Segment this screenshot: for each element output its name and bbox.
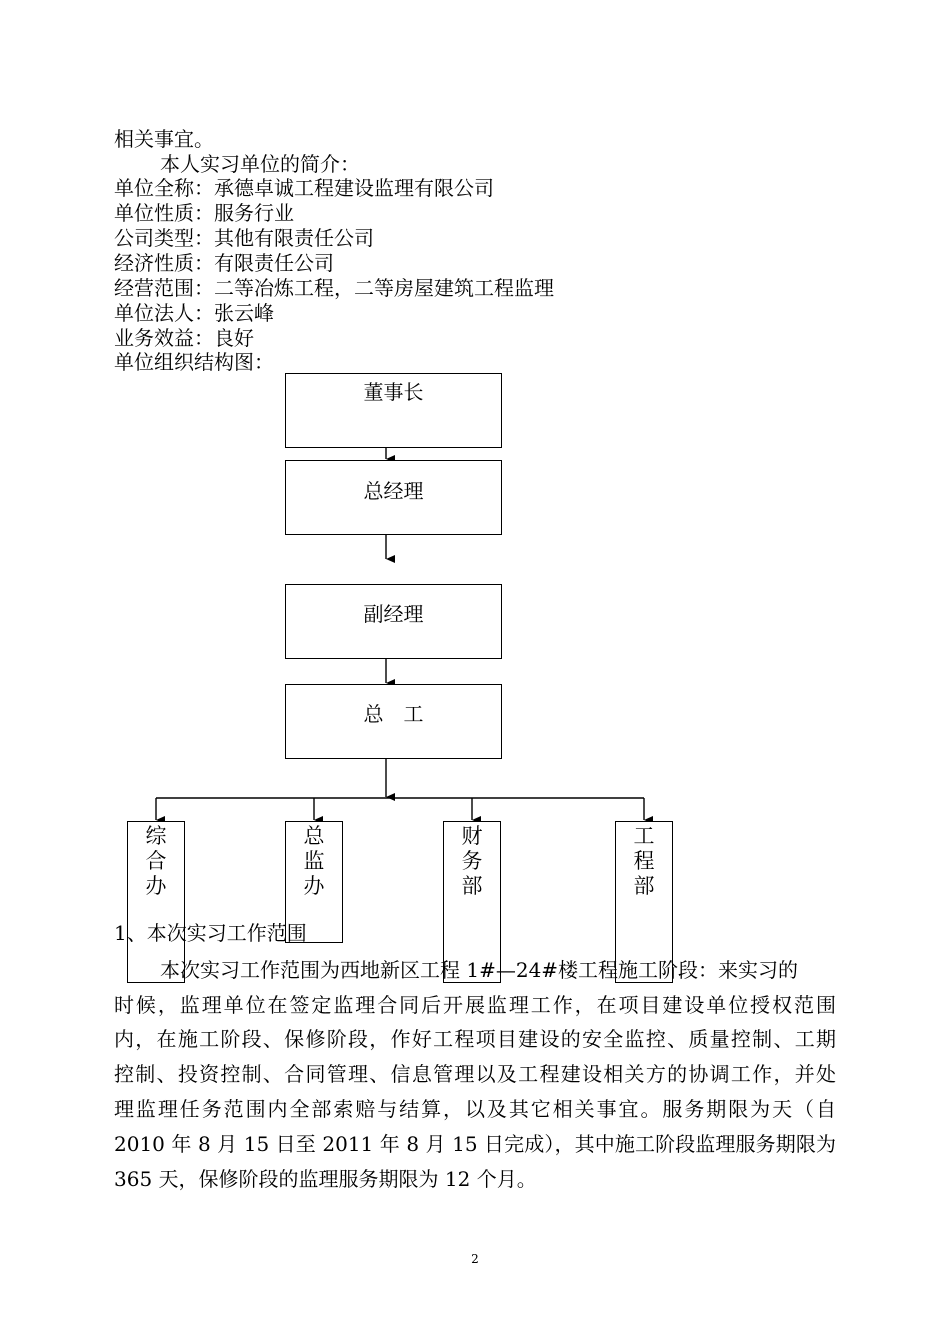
page-number: 2 xyxy=(471,1252,479,1266)
intro-line: 单位法人：张云峰 xyxy=(114,301,274,325)
org-box-general-manager xyxy=(285,460,502,535)
dept-char: 部 xyxy=(461,874,483,898)
intro-line: 本人实习单位的简介： xyxy=(160,152,360,176)
dept-char: 监 xyxy=(303,849,325,873)
intro-line: 单位性质：服务行业 xyxy=(114,201,294,225)
dept-char: 部 xyxy=(633,874,655,898)
dept-char: 工 xyxy=(633,824,655,848)
org-label-general-manager: 总经理 xyxy=(363,479,424,503)
intro-line: 业务效益：良好 xyxy=(114,326,254,350)
paragraph-line: 本次实习工作范围为西地新区工程 1#—24#楼工程施工阶段：来实习的 xyxy=(160,958,799,982)
dept-char: 财 xyxy=(461,824,483,848)
dept-char: 程 xyxy=(633,849,655,873)
paragraph-line: 365 天，保修阶段的监理服务期限为 12 个月。 xyxy=(114,1167,537,1191)
org-label-chief-engineer: 总 工 xyxy=(363,702,424,726)
paragraph-line: 控制、投资控制、合同管理、信息管理以及工程建设相关方的协调工作，并处 xyxy=(114,1062,836,1086)
intro-line: 相关事宜。 xyxy=(114,127,214,151)
dept-char: 办 xyxy=(145,874,167,898)
dept-char: 办 xyxy=(303,874,325,898)
paragraph-line: 理监理任务范围内全部索赔与结算，以及其它相关事宜。服务期限为天（自 xyxy=(114,1097,836,1121)
paragraph-line: 内，在施工阶段、保修阶段，作好工程项目建设的安全监控、质量控制、工期 xyxy=(114,1027,836,1051)
org-box-chief-engineer xyxy=(285,684,502,759)
section-heading: 1、本次实习工作范围 xyxy=(114,921,307,945)
paragraph-line: 2010 年 8 月 15 日至 2011 年 8 月 15 日完成），其中施工阶段监理服务期限为 xyxy=(114,1132,836,1156)
intro-line: 单位组织结构图： xyxy=(114,350,274,374)
intro-line: 公司类型：其他有限责任公司 xyxy=(114,226,374,250)
org-label-chairman: 董事长 xyxy=(363,380,424,404)
dept-char: 合 xyxy=(145,849,167,873)
paragraph-line: 时候，监理单位在签定监理合同后开展监理工作，在项目建设单位授权范围 xyxy=(114,993,836,1017)
org-label-deputy-manager: 副经理 xyxy=(363,602,424,626)
intro-line: 经营范围：二等冶炼工程，二等房屋建筑工程监理 xyxy=(114,276,554,300)
dept-char: 综 xyxy=(145,824,167,848)
dept-char: 总 xyxy=(303,824,325,848)
intro-line: 单位全称：承德卓诚工程建设监理有限公司 xyxy=(114,176,494,200)
intro-line: 经济性质：有限责任公司 xyxy=(114,251,334,275)
org-box-deputy-manager xyxy=(285,584,502,659)
org-box-chairman xyxy=(285,373,502,448)
dept-char: 务 xyxy=(461,849,483,873)
